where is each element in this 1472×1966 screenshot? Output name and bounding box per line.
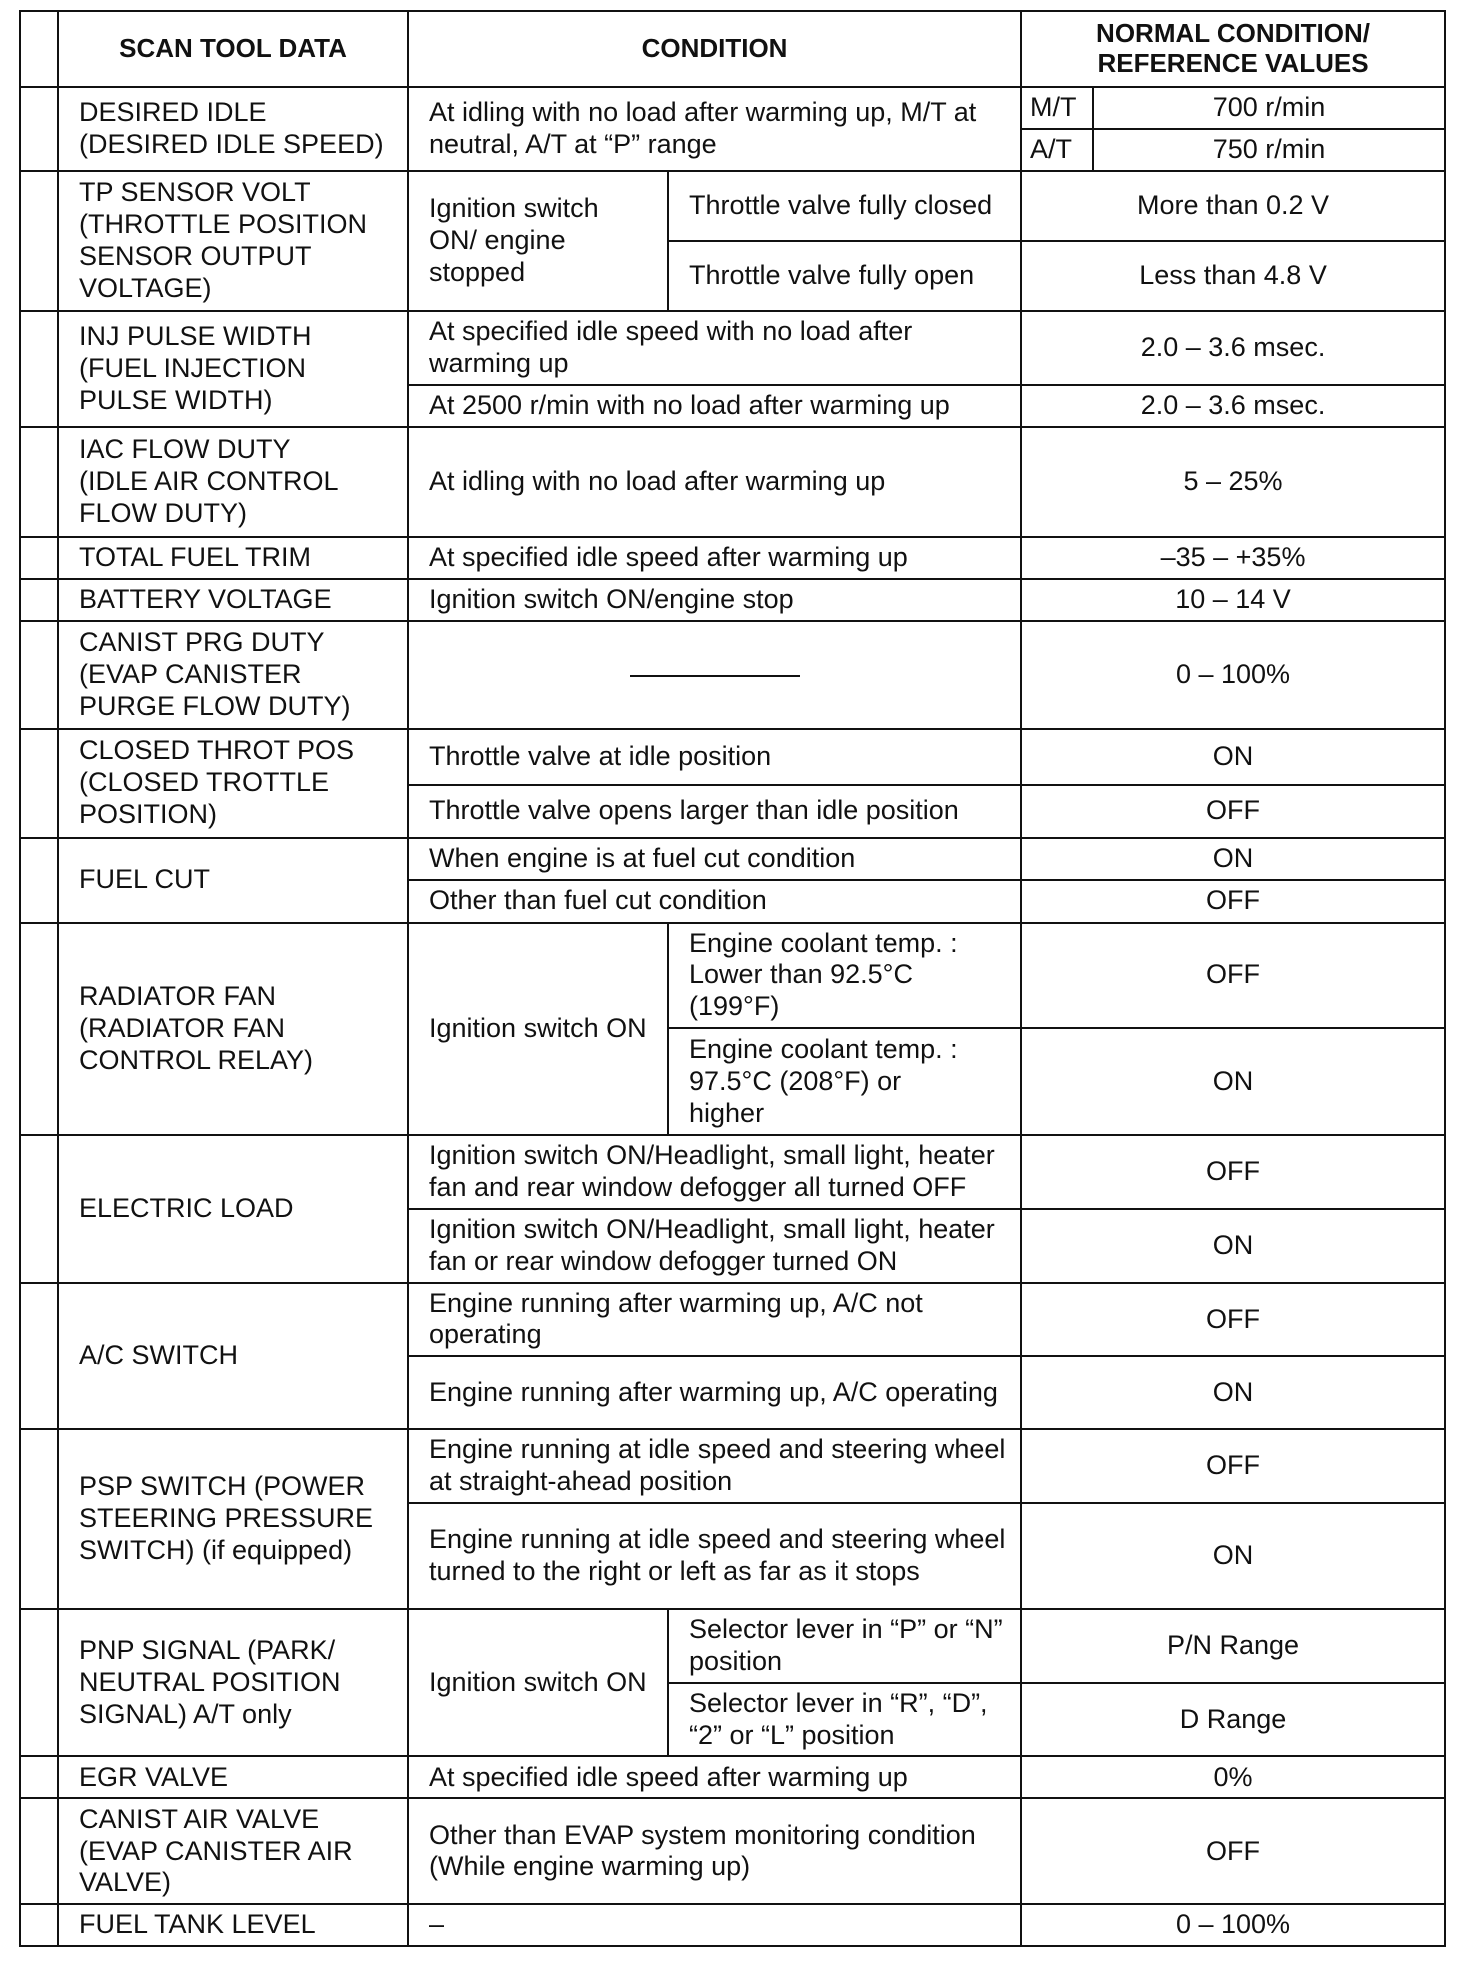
value-cell: OFF [1021,880,1445,923]
condition-cell: Throttle valve opens larger than idle position [408,785,1021,838]
value-cell: OFF [1021,1798,1445,1904]
item-battery-voltage: BATTERY VOLTAGE [58,579,408,621]
row-indicator [20,537,58,579]
value-cell: OFF [1021,785,1445,838]
condition-cell: Engine running after warming up, A/C not operating [408,1283,1021,1357]
value-cell: ON [1021,1503,1445,1609]
value-cell: 5 – 25% [1021,427,1445,537]
row-indicator [20,1756,58,1798]
table-row [20,923,1445,1029]
condition-cell: Engine running at idle speed and steering wheel turned to the right or left as far as it stops [408,1503,1021,1609]
item-electric-load: ELECTRIC LOAD [58,1135,408,1282]
condition-cell: At idling with no load after warming up [408,427,1021,537]
row-indicator [20,311,58,427]
condition-cell: Ignition switch ON [408,923,668,1136]
value-cell: 0 – 100% [1021,1904,1445,1946]
value-cell: 0% [1021,1756,1445,1798]
value-cell: 10 – 14 V [1021,579,1445,621]
scan-tool-data-table [19,10,1446,1947]
value-cell: 2.0 – 3.6 msec. [1021,311,1445,385]
value-cell: –35 – +35% [1021,537,1445,579]
value-cell: 2.0 – 3.6 msec. [1021,385,1445,427]
table-row [20,1283,1445,1357]
condition-cell: At specified idle speed after warming up [408,1756,1021,1798]
row-indicator [20,729,58,838]
subcondition-cell: Engine coolant temp. : 97.5°C (208°F) or higher [668,1028,1021,1135]
table-row [20,1904,1445,1946]
item-canist-prg-duty: CANIST PRG DUTY (EVAP CANISTER PURGE FLOW DUTY) [58,621,408,729]
condition-cell: Engine running after warming up, A/C operating [408,1356,1021,1429]
row-indicator [20,87,58,171]
row-indicator [20,1904,58,1946]
header-row [20,11,1445,87]
table-row [20,838,1445,880]
value-cell: ON [1021,1209,1445,1283]
table-row [20,1429,1445,1503]
condition-cell [408,621,1021,729]
value-cell: ON [1021,838,1445,880]
row-indicator [20,11,58,87]
item-desired-idle: DESIRED IDLE (DESIRED IDLE SPEED) [58,87,408,171]
header-normal-condition: NORMAL CONDITION/ REFERENCE VALUES [1021,11,1445,87]
row-indicator [20,1798,58,1904]
header-condition: CONDITION [408,11,1021,87]
row-indicator [20,923,58,1136]
condition-cell: When engine is at fuel cut condition [408,838,1021,880]
condition-cell: Throttle valve at idle position [408,729,1021,785]
subcondition-cell: Throttle valve fully open [668,241,1021,311]
condition-cell: – [408,1904,1021,1946]
row-indicator [20,1429,58,1609]
table-row [20,171,1445,241]
row-indicator [20,1609,58,1756]
table-row [20,1798,1445,1904]
row-indicator [20,171,58,311]
value-cell: ON [1021,729,1445,785]
value-cell: OFF [1021,923,1445,1029]
item-canist-air-valve: CANIST AIR VALVE (EVAP CANISTER AIR VALVE) [58,1798,408,1904]
item-tp-sensor: TP SENSOR VOLT (THROTTLE POSITION SENSOR OUTPUT VOLTAGE) [58,171,408,311]
subcondition-cell: Engine coolant temp. : Lower than 92.5°C (199°F) [668,923,1021,1029]
item-total-fuel-trim: TOTAL FUEL TRIM [58,537,408,579]
row-indicator [20,579,58,621]
item-radiator-fan: RADIATOR FAN (RADIATOR FAN CONTROL RELAY) [58,923,408,1136]
row-indicator [20,1283,58,1430]
item-fuel-cut: FUEL CUT [58,838,408,923]
table-row [20,729,1445,785]
condition-cell: Ignition switch ON [408,1609,668,1756]
table-row [20,621,1445,729]
item-psp-switch: PSP SWITCH (POWER STEERING PRESSURE SWITCH) (if equipped) [58,1429,408,1609]
value-cell: 0 – 100% [1021,621,1445,729]
row-indicator [20,621,58,729]
table-row [20,1135,1445,1209]
item-ac-switch: A/C SWITCH [58,1283,408,1430]
condition-cell: At idling with no load after warming up, M/T at neutral, A/T at “P” range [408,87,1021,171]
value-cell: Less than 4.8 V [1021,241,1445,311]
condition-cell: Other than fuel cut condition [408,880,1021,923]
condition-cell: Engine running at idle speed and steering wheel at straight-ahead position [408,1429,1021,1503]
item-pnp-signal: PNP SIGNAL (PARK/ NEUTRAL POSITION SIGNAL) A/T only [58,1609,408,1756]
row-indicator [20,1135,58,1282]
at-label: A/T [1021,129,1093,171]
value-cell: ON [1021,1028,1445,1135]
condition-cell: Other than EVAP system monitoring condition (While engine warming up) [408,1798,1021,1904]
condition-cell: Ignition switch ON/Headlight, small light, heater fan and rear window defogger all turned OFF [408,1135,1021,1209]
condition-cell: At 2500 r/min with no load after warming up [408,385,1021,427]
mt-label: M/T [1021,87,1093,129]
table-row [20,537,1445,579]
subcondition-cell: Selector lever in “P” or “N” position [668,1609,1021,1683]
table-row [20,1609,1445,1683]
condition-cell: At specified idle speed with no load after warming up [408,311,1021,385]
header-scan-tool-data: SCAN TOOL DATA [58,11,408,87]
value-cell: OFF [1021,1283,1445,1357]
subcondition-cell: Throttle valve fully closed [668,171,1021,241]
item-inj-pulse-width: INJ PULSE WIDTH (FUEL INJECTION PULSE WIDTH) [58,311,408,427]
item-closed-throt-pos: CLOSED THROT POS (CLOSED TROTTLE POSITION) [58,729,408,838]
value-cell: OFF [1021,1135,1445,1209]
row-indicator [20,838,58,923]
item-iac-flow-duty: IAC FLOW DUTY (IDLE AIR CONTROL FLOW DUTY) [58,427,408,537]
table-row [20,87,1445,129]
scan-tool-data-table-wrapper [19,10,1444,1947]
value-cell: More than 0.2 V [1021,171,1445,241]
item-egr-valve: EGR VALVE [58,1756,408,1798]
value-cell: D Range [1021,1683,1445,1757]
condition-cell: At specified idle speed after warming up [408,537,1021,579]
value-cell: ON [1021,1356,1445,1429]
condition-cell: Ignition switch ON/engine stop [408,579,1021,621]
item-fuel-tank-level: FUEL TANK LEVEL [58,1904,408,1946]
table-row [20,311,1445,385]
table-row [20,579,1445,621]
subcondition-cell: Selector lever in “R”, “D”, “2” or “L” position [668,1683,1021,1757]
dash-line [630,675,800,677]
value-cell: P/N Range [1021,1609,1445,1683]
value-cell: 750 r/min [1093,129,1445,171]
table-row [20,1756,1445,1798]
condition-cell: Ignition switch ON/Headlight, small light, heater fan or rear window defogger turned ON [408,1209,1021,1283]
row-indicator [20,427,58,537]
table-row [20,427,1445,537]
value-cell: OFF [1021,1429,1445,1503]
condition-cell: Ignition switch ON/ engine stopped [408,171,668,311]
value-cell: 700 r/min [1093,87,1445,129]
